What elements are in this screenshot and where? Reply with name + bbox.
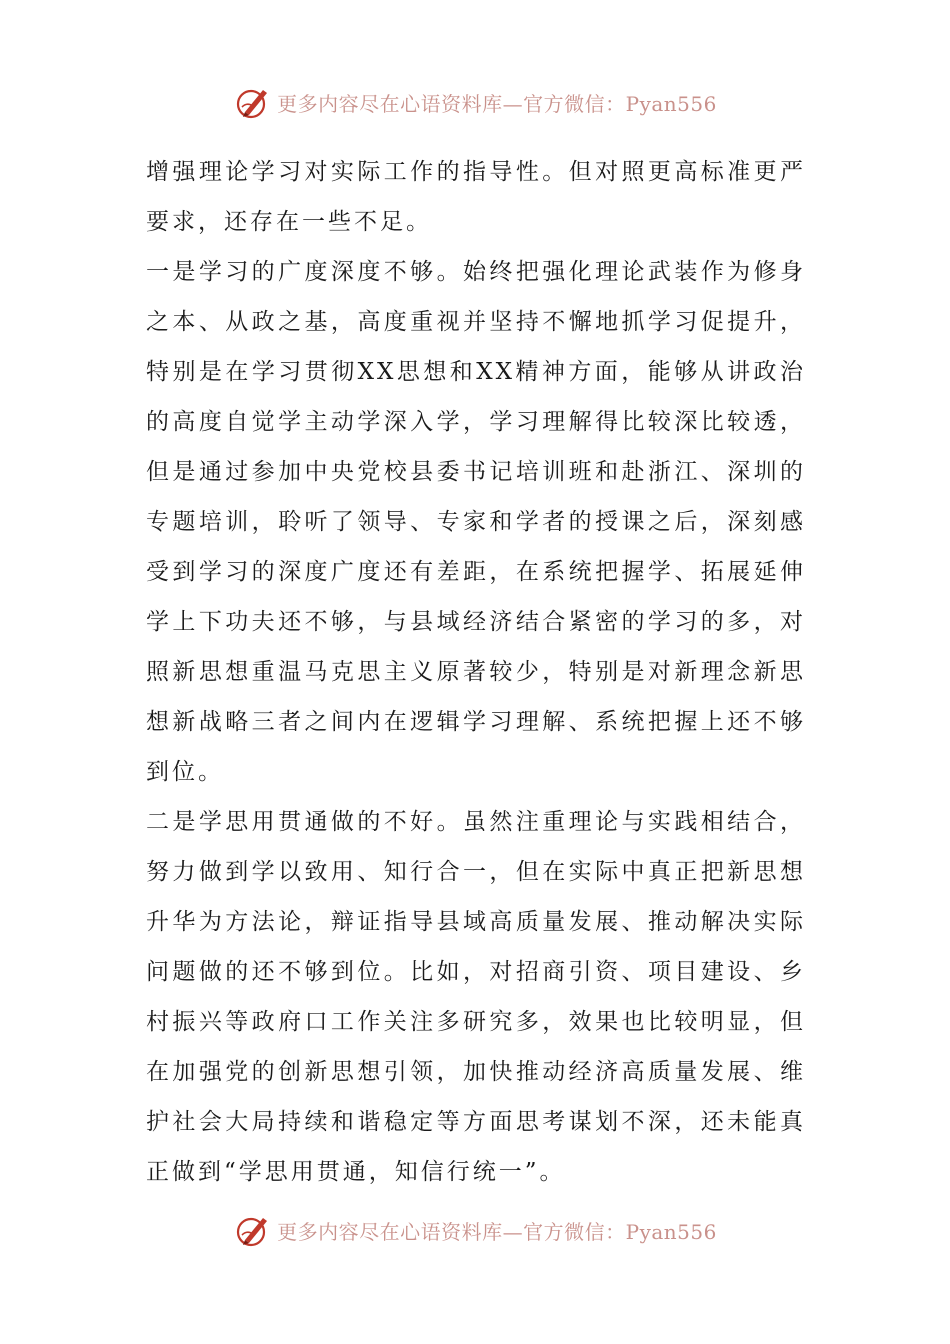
header-banner [0,80,950,124]
header-banner-text: 更多内容尽在心语资料库—官方微信：Pyan556 [277,91,717,116]
document-body [146,147,806,1197]
pen-circle-icon [233,82,273,122]
footer-banner-text: 更多内容尽在心语资料库—官方微信：Pyan556 [277,1219,717,1244]
pen-circle-icon [233,1210,273,1250]
paragraph-1: 增强理论学习对实际工作的指导性。但对照更高标准更严要求，还存在一些不足。 [146,159,806,235]
paragraph-2: 一是学习的广度深度不够。始终把强化理论武装作为修身之本、从政之基，高度重视并坚持不懈地抓学习促提升，特别是在学习贯彻XX思想和XX精神方面，能够从讲政治的高度自觉学主动学深入学，学习理解得比较深比较透，但是通过参加中央党校县委书记培训班和赴浙江、深圳的专题培训，聆听了领导、专家和学者的授课之后，深刻感受到学习的深度广度还有差距，在系统把握学、拓展延伸学上下功夫还不够，与县域经济结合紧密的学习的多，对照新思想重温马克思主义原著较少，特别是对新理念新思想新战略三者之间内在逻辑学习理解、系统把握上还不够到位。 [146,259,806,785]
footer-banner [0,1208,950,1252]
paragraph-3: 二是学思用贯通做的不好。虽然注重理论与实践相结合，努力做到学以致用、知行合一，但在实际中真正把新思想升华为方法论，辩证指导县域高质量发展、推动解决实际问题做的还不够到位。比如，对招商引资、项目建设、乡村振兴等政府口工作关注多研究多，效果也比较明显，但在加强党的创新思想引领，加快推动经济高质量发展、维护社会大局持续和谐稳定等方面思考谋划不深，还未能真正做到“学思用贯通，知信行统一”。 [146,809,806,1185]
